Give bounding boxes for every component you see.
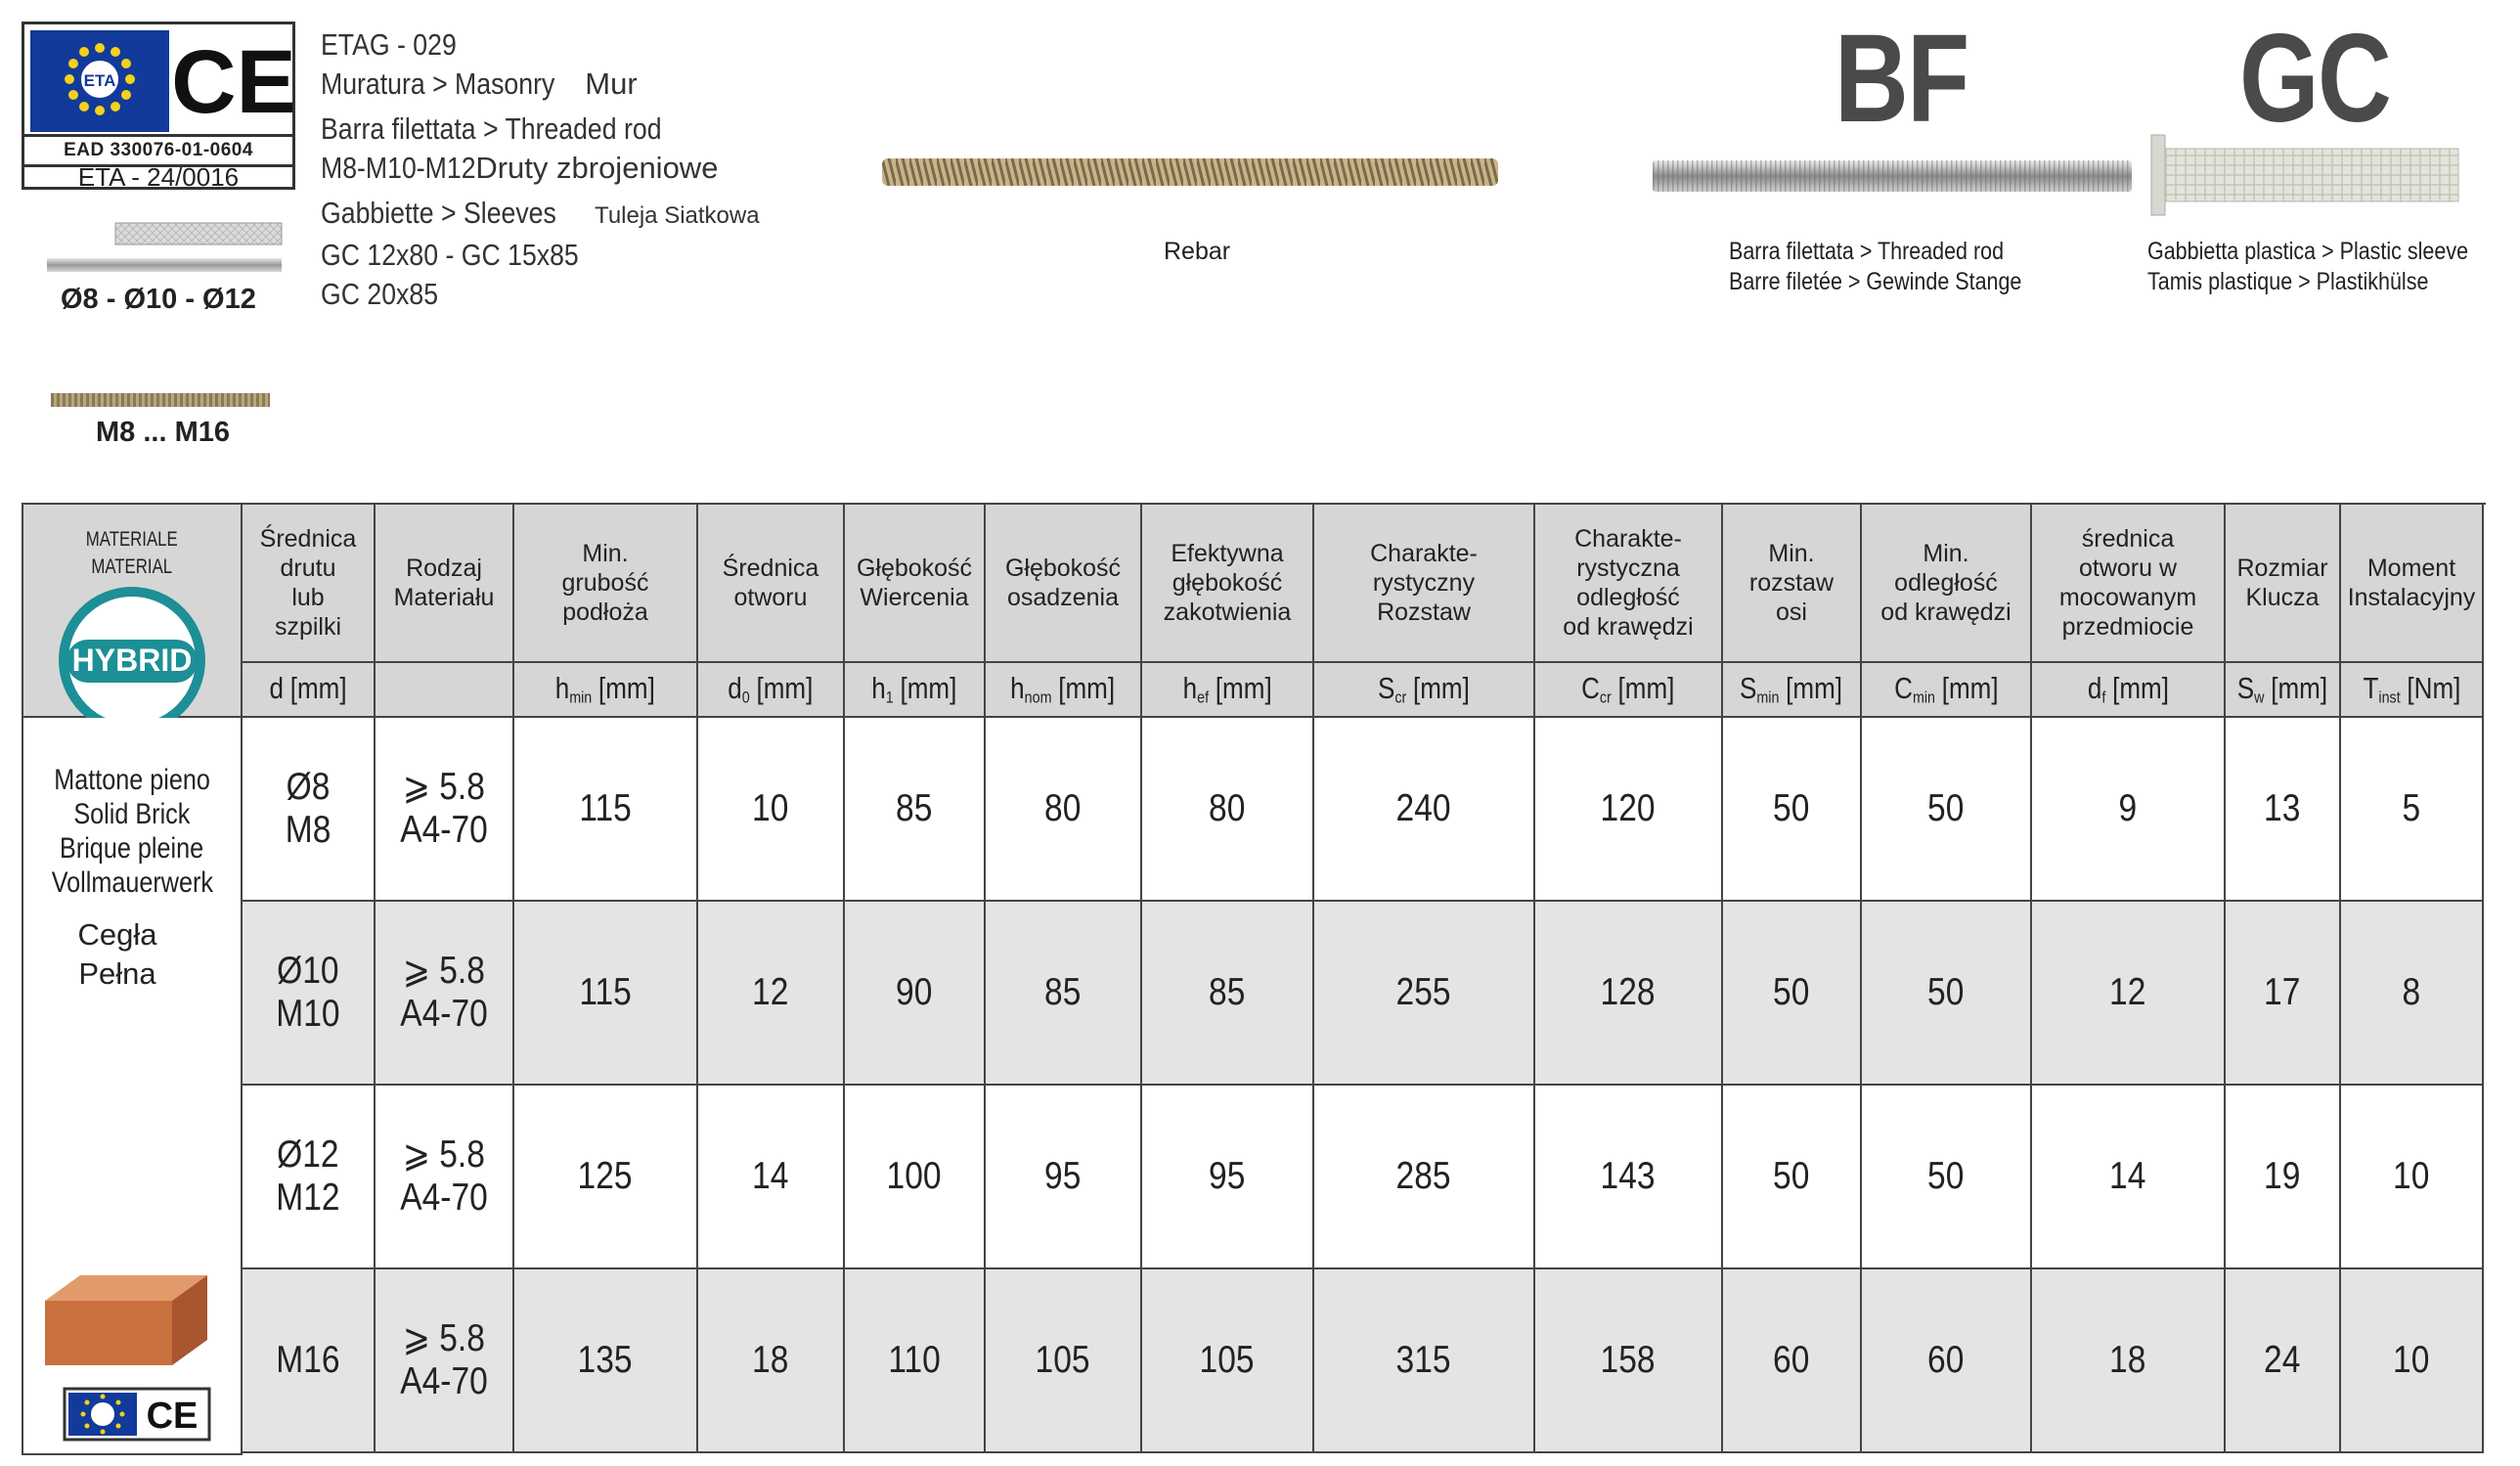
column-header [2032, 505, 2226, 663]
gc-title [2239, 9, 2423, 149]
material-body-cell [23, 718, 243, 1455]
value-text: 19 [2264, 1155, 2301, 1197]
unit-subscript: inst [2377, 688, 2401, 707]
unit-symbol: S [1740, 671, 1757, 706]
column-header-line: Wiercenia [860, 584, 969, 611]
value-text: 13 [2264, 787, 2301, 829]
info-sizes [321, 149, 760, 188]
unit-cell [1862, 663, 2032, 718]
value-text: 315 [1396, 1339, 1451, 1381]
rebar-caption: Rebar [1164, 238, 1231, 265]
diameter-value: M16 [276, 1339, 340, 1381]
material-header-2: MATERIAL [91, 555, 173, 578]
value-text: 50 [1927, 787, 1965, 829]
column-header [514, 505, 698, 663]
column-header-line: osadzenia [1007, 584, 1119, 611]
brick-icon [41, 1271, 217, 1374]
column-header-line: Min. [1923, 540, 1969, 567]
value-text: 85 [1209, 971, 1246, 1013]
value-text: 5 [2402, 787, 2421, 829]
value-cell [845, 1269, 986, 1453]
value-cell [514, 902, 698, 1086]
column-header-line: Klucza [2245, 584, 2320, 611]
gc-title-text: GC [2239, 9, 2391, 149]
value-text: 24 [2264, 1339, 2301, 1381]
diameter-cell [243, 1086, 376, 1269]
material-name-it: Mattone pieno [54, 764, 210, 796]
column-header-line: rystyczna [1576, 555, 1680, 582]
value-text: 115 [579, 971, 632, 1013]
threaded-rod-small-image [51, 389, 270, 411]
unit-subscript: 1 [885, 688, 894, 707]
material-name-en: Solid Brick [73, 798, 191, 830]
unit-measure: [mm] [1058, 671, 1116, 706]
info-gc-sizes [321, 236, 760, 275]
value-cell [2226, 718, 2341, 902]
value-cell [1314, 718, 1535, 902]
value-text: 255 [1396, 971, 1451, 1013]
column-header [1535, 505, 1723, 663]
value-text: 95 [1209, 1155, 1246, 1197]
certification-box [22, 22, 295, 190]
unit-subscript: cr [1394, 688, 1407, 707]
column-header-line: Głębokość [1004, 555, 1122, 582]
column-header-line: Średnica [722, 555, 819, 582]
column-header [1862, 505, 2032, 663]
material-header-1: MATERIALE [86, 528, 178, 551]
material-grade-value: A4-70 [400, 993, 488, 1035]
column-header [376, 505, 514, 663]
unit-label [555, 671, 655, 707]
value-cell [1723, 902, 1862, 1086]
unit-cell [1142, 663, 1314, 718]
unit-cell [376, 663, 514, 718]
value-cell [514, 1086, 698, 1269]
material-grade-cell [376, 902, 514, 1086]
info-sleeves-pl: Tuleja Siatkowa [595, 202, 760, 229]
eta-number: ETA - 24/0016 [77, 162, 240, 192]
unit-label [269, 671, 346, 707]
value-text: 14 [2109, 1155, 2146, 1197]
value-cell [1862, 1269, 2032, 1453]
unit-symbol: d [269, 671, 284, 706]
column-header-line: przedmiocie [2061, 613, 2194, 641]
gc-caption-2: Tamis plastique > Plastikhülse [2147, 268, 2429, 295]
column-header-line: Efektywna [1171, 540, 1284, 567]
value-cell [1862, 1086, 2032, 1269]
value-text: 143 [1601, 1155, 1656, 1197]
column-header-line: Min. [1768, 540, 1815, 567]
value-text: 50 [1773, 1155, 1810, 1197]
material-name-fr: Brique pleine [60, 832, 204, 865]
gc-plastic-sleeve-image [2151, 131, 2464, 219]
unit-label [1894, 671, 1998, 707]
unit-measure: [mm] [598, 671, 656, 706]
column-header-line: Charakte- [1574, 525, 1682, 553]
value-text: 80 [1044, 787, 1082, 829]
material-names [36, 763, 229, 900]
value-text: 240 [1396, 787, 1451, 829]
value-cell [2226, 902, 2341, 1086]
material-pl-1: Cegła [77, 917, 157, 952]
column-header-line: szpilki [274, 613, 342, 641]
unit-cell [514, 663, 698, 718]
unit-measure: [mm] [1413, 671, 1470, 706]
column-header [2341, 505, 2484, 663]
unit-measure: [mm] [1786, 671, 1843, 706]
unit-symbol: C [1893, 671, 1913, 706]
value-text: 100 [887, 1155, 942, 1197]
bf-title [1835, 9, 1998, 149]
material-grade-cell [376, 1269, 514, 1453]
material-name-pl [78, 915, 157, 994]
diameter-value: Ø8 [286, 766, 331, 808]
unit-symbol: C [1581, 671, 1601, 706]
column-header-line: rystyczny [1372, 569, 1476, 597]
value-text: 50 [1773, 787, 1810, 829]
gc-caption [2147, 237, 2520, 297]
unit-measure: [mm] [900, 671, 957, 706]
unit-subscript: min [1756, 688, 1780, 707]
value-text: 125 [578, 1155, 633, 1197]
value-text: 115 [579, 787, 632, 829]
column-header-line: Materiału [393, 584, 495, 611]
unit-measure: [mm] [2111, 671, 2169, 706]
unit-measure: [mm] [1941, 671, 1999, 706]
bf-caption-2: Barre filetée > Gewinde Stange [1729, 268, 2022, 295]
value-text: 85 [1044, 971, 1082, 1013]
info-block [321, 25, 760, 314]
column-header [2226, 505, 2341, 663]
unit-symbol: d [2087, 671, 2101, 706]
unit-symbol: h [1182, 671, 1197, 706]
value-text: 95 [1044, 1155, 1082, 1197]
diameter-value: Ø12 [277, 1133, 339, 1176]
flag-eta-text: ETA [83, 71, 116, 90]
value-cell [1142, 1086, 1314, 1269]
value-cell [845, 1086, 986, 1269]
column-header-line: lub [291, 584, 325, 611]
value-cell [2226, 1269, 2341, 1453]
value-text: 8 [2402, 971, 2421, 1013]
value-cell [1723, 1269, 1862, 1453]
column-header-line: mocowanym [2058, 584, 2197, 611]
value-text: 105 [1200, 1339, 1255, 1381]
column-header-line: zakotwienia [1163, 599, 1292, 626]
info-gc-20 [321, 275, 760, 314]
value-cell [986, 902, 1142, 1086]
unit-subscript: 0 [741, 688, 750, 707]
value-cell [1142, 1269, 1314, 1453]
unit-label [1581, 671, 1674, 707]
value-text: 110 [888, 1339, 941, 1381]
unit-label [871, 671, 956, 707]
value-text: 50 [1773, 971, 1810, 1013]
column-header-line: średnica [2081, 525, 2175, 553]
unit-cell [1535, 663, 1723, 718]
column-header-line: odległość [1894, 569, 1998, 597]
value-cell [1314, 902, 1535, 1086]
info-threaded-text: Barra filettata > Threaded rod [321, 111, 662, 146]
ead-number: EAD 330076-01-0604 [24, 134, 292, 167]
value-text: 158 [1601, 1339, 1656, 1381]
column-header-line: podłoża [562, 599, 648, 626]
value-text: 14 [752, 1155, 789, 1197]
value-cell [2032, 718, 2226, 902]
column-header-line: Rozstaw [1377, 599, 1471, 626]
value-cell [1535, 718, 1723, 902]
eu-eta-flag-icon [30, 30, 169, 132]
unit-label [1011, 671, 1116, 707]
value-cell [2226, 1086, 2341, 1269]
column-header-line: rozstaw [1748, 569, 1835, 597]
value-cell [2341, 1269, 2484, 1453]
material-name-de: Vollmauerwerk [51, 866, 213, 899]
unit-label [1378, 671, 1470, 707]
diameter-cell [243, 902, 376, 1086]
diameter-value: M12 [276, 1177, 340, 1219]
value-cell [845, 718, 986, 902]
unit-cell [2032, 663, 2226, 718]
unit-symbol: d [728, 671, 742, 706]
diameter-value: M10 [276, 993, 340, 1035]
unit-measure: [mm] [289, 671, 347, 706]
value-text: 285 [1396, 1155, 1451, 1197]
unit-subscript: ef [1196, 688, 1209, 707]
value-text: 135 [578, 1339, 633, 1381]
material-pl-2: Pełna [78, 956, 156, 991]
info-masonry-text: Muratura > Masonry [321, 67, 555, 101]
material-grade-cell [376, 1086, 514, 1269]
unit-label [2237, 671, 2327, 707]
unit-label [728, 671, 813, 707]
sleeve-rod-image [47, 221, 282, 280]
value-text: 17 [2264, 971, 2301, 1013]
unit-cell [1723, 663, 1862, 718]
unit-subscript: w [2254, 688, 2265, 707]
material-grade-cell [376, 718, 514, 902]
value-cell [2341, 902, 2484, 1086]
bf-caption [1729, 237, 2069, 297]
unit-cell [986, 663, 1142, 718]
value-text: 10 [2393, 1339, 2430, 1381]
value-text: 128 [1601, 971, 1656, 1013]
rod-size-label: M8 ... M16 [96, 417, 230, 448]
bf-threaded-rod-image [1653, 155, 2132, 198]
info-sizes-pl: Druty zbrojeniowe [475, 151, 719, 185]
unit-cell [243, 663, 376, 718]
value-cell [986, 1269, 1142, 1453]
info-sleeves-text: Gabbiette > Sleeves [321, 196, 556, 230]
info-sleeves [321, 194, 760, 236]
unit-symbol: T [2363, 671, 2378, 706]
unit-cell [2341, 663, 2484, 718]
unit-symbol: h [871, 671, 886, 706]
value-cell [2032, 902, 2226, 1086]
value-cell [1314, 1086, 1535, 1269]
column-header-line: Instalacyjny [2347, 584, 2476, 611]
small-eta-ce-icon [65, 1389, 209, 1444]
value-cell [698, 1086, 845, 1269]
hybrid-text: HYBRID [71, 643, 193, 678]
value-cell [1723, 718, 1862, 902]
column-header [1314, 505, 1535, 663]
info-gc-sizes-text: GC 12x80 - GC 15x85 [321, 238, 579, 272]
value-text: 12 [752, 971, 789, 1013]
material-header-cell [23, 505, 243, 718]
info-threaded [321, 110, 760, 149]
value-cell [698, 718, 845, 902]
value-cell [698, 1269, 845, 1453]
value-cell [2341, 718, 2484, 902]
unit-measure: [mm] [2271, 671, 2328, 706]
value-text: 50 [1927, 971, 1965, 1013]
unit-label [1182, 671, 1271, 707]
ce-mark-icon [171, 30, 296, 132]
unit-subscript: min [569, 688, 593, 707]
unit-cell [845, 663, 986, 718]
value-text: 10 [2393, 1155, 2430, 1197]
gc-caption-1: Gabbietta plastica > Plastic sleeve [2147, 238, 2469, 265]
diameter-value: M8 [285, 809, 332, 851]
material-grade-value: ⩾ 5.8 [402, 950, 486, 992]
unit-symbol: S [2236, 671, 2255, 706]
unit-cell [698, 663, 845, 718]
value-text: 18 [752, 1339, 789, 1381]
column-header-line: odległość [1576, 584, 1680, 611]
column-header-line: od krawędzi [1880, 599, 2012, 626]
value-cell [2341, 1086, 2484, 1269]
info-masonry [321, 65, 760, 104]
value-text: 10 [752, 787, 789, 829]
material-grade-value: A4-70 [400, 809, 488, 851]
material-grade-value: ⩾ 5.8 [402, 1317, 486, 1359]
value-text: 80 [1209, 787, 1246, 829]
value-cell [1862, 718, 2032, 902]
value-text: 18 [2109, 1339, 2146, 1381]
column-header-line: Głębokość [856, 555, 973, 582]
column-header-line: Charakte- [1370, 540, 1478, 567]
value-cell [514, 1269, 698, 1453]
bf-caption-1: Barra filettata > Threaded rod [1729, 238, 2005, 265]
column-header [698, 505, 845, 663]
info-sizes-text: M8-M10-M12 [321, 151, 476, 185]
diameter-cell [243, 718, 376, 902]
value-text: 50 [1927, 1155, 1965, 1197]
column-header-line: drutu [280, 555, 336, 582]
value-cell [1142, 718, 1314, 902]
column-header-line: Moment [2366, 555, 2456, 582]
info-gc-20-text: GC 20x85 [321, 277, 439, 311]
value-cell [514, 718, 698, 902]
column-header [1142, 505, 1314, 663]
info-masonry-pl: Mur [585, 67, 638, 101]
value-cell [986, 1086, 1142, 1269]
column-header [243, 505, 376, 663]
unit-cell [1314, 663, 1535, 718]
value-text: 9 [2118, 787, 2138, 829]
value-cell [986, 718, 1142, 902]
unit-measure: [mm] [756, 671, 814, 706]
value-cell [1862, 902, 2032, 1086]
unit-measure: [mm] [1215, 671, 1272, 706]
value-cell [1723, 1086, 1862, 1269]
unit-symbol: h [1010, 671, 1026, 706]
unit-subscript: min [1912, 688, 1935, 707]
column-header [845, 505, 986, 663]
material-grade-value: ⩾ 5.8 [402, 766, 486, 808]
value-text: 60 [1773, 1339, 1810, 1381]
value-cell [845, 902, 986, 1086]
value-cell [698, 902, 845, 1086]
column-header-line: osi [1776, 599, 1807, 626]
unit-measure: [mm] [1617, 671, 1675, 706]
ce-mark-text: CE [171, 32, 296, 132]
material-grade-value: ⩾ 5.8 [402, 1133, 486, 1176]
column-header-line: grubość [561, 569, 649, 597]
value-cell [1142, 902, 1314, 1086]
column-header-line: Min. [582, 540, 629, 567]
small-ce-text: CE [146, 1396, 199, 1437]
value-cell [1535, 902, 1723, 1086]
value-text: 90 [896, 971, 933, 1013]
unit-symbol: h [554, 671, 570, 706]
unit-symbol: S [1378, 671, 1395, 706]
unit-label [1740, 671, 1842, 707]
unit-label [2087, 671, 2168, 707]
diameter-cell [243, 1269, 376, 1453]
unit-label [2363, 671, 2460, 707]
column-header-line: otworu [733, 584, 808, 611]
value-text: 120 [1601, 787, 1656, 829]
unit-cell [2226, 663, 2341, 718]
bf-title-text: BF [1835, 9, 1968, 149]
value-text: 12 [2109, 971, 2146, 1013]
material-grade-value: A4-70 [400, 1360, 488, 1402]
unit-subscript: nom [1025, 688, 1052, 707]
sleeve-size-label: Ø8 - Ø10 - Ø12 [61, 284, 256, 315]
rebar-image [882, 155, 1498, 190]
column-header-line: głębokość [1172, 569, 1283, 597]
value-text: 105 [1036, 1339, 1090, 1381]
value-cell [1314, 1269, 1535, 1453]
unit-measure: [Nm] [2406, 671, 2460, 706]
column-header-line: Rozmiar [2236, 555, 2328, 582]
unit-label [441, 671, 448, 707]
value-text: 85 [896, 787, 933, 829]
column-header [986, 505, 1142, 663]
column-header-line: Rodzaj [406, 555, 482, 582]
unit-subscript: cr [1600, 688, 1613, 707]
unit-subscript: f [2100, 688, 2105, 707]
value-cell [2032, 1086, 2226, 1269]
specs-table [22, 503, 2486, 1455]
value-cell [1535, 1086, 1723, 1269]
column-header-line: od krawędzi [1563, 613, 1694, 641]
info-etag-text: ETAG - 029 [321, 27, 457, 62]
info-etag [321, 25, 760, 65]
material-grade-value: A4-70 [400, 1177, 488, 1219]
value-text: 60 [1927, 1339, 1965, 1381]
value-cell [2032, 1269, 2226, 1453]
column-header-line: otworu w [2078, 555, 2178, 582]
value-cell [1535, 1269, 1723, 1453]
column-header [1723, 505, 1862, 663]
column-header-line: Średnica [259, 525, 357, 553]
diameter-value: Ø10 [277, 950, 339, 992]
